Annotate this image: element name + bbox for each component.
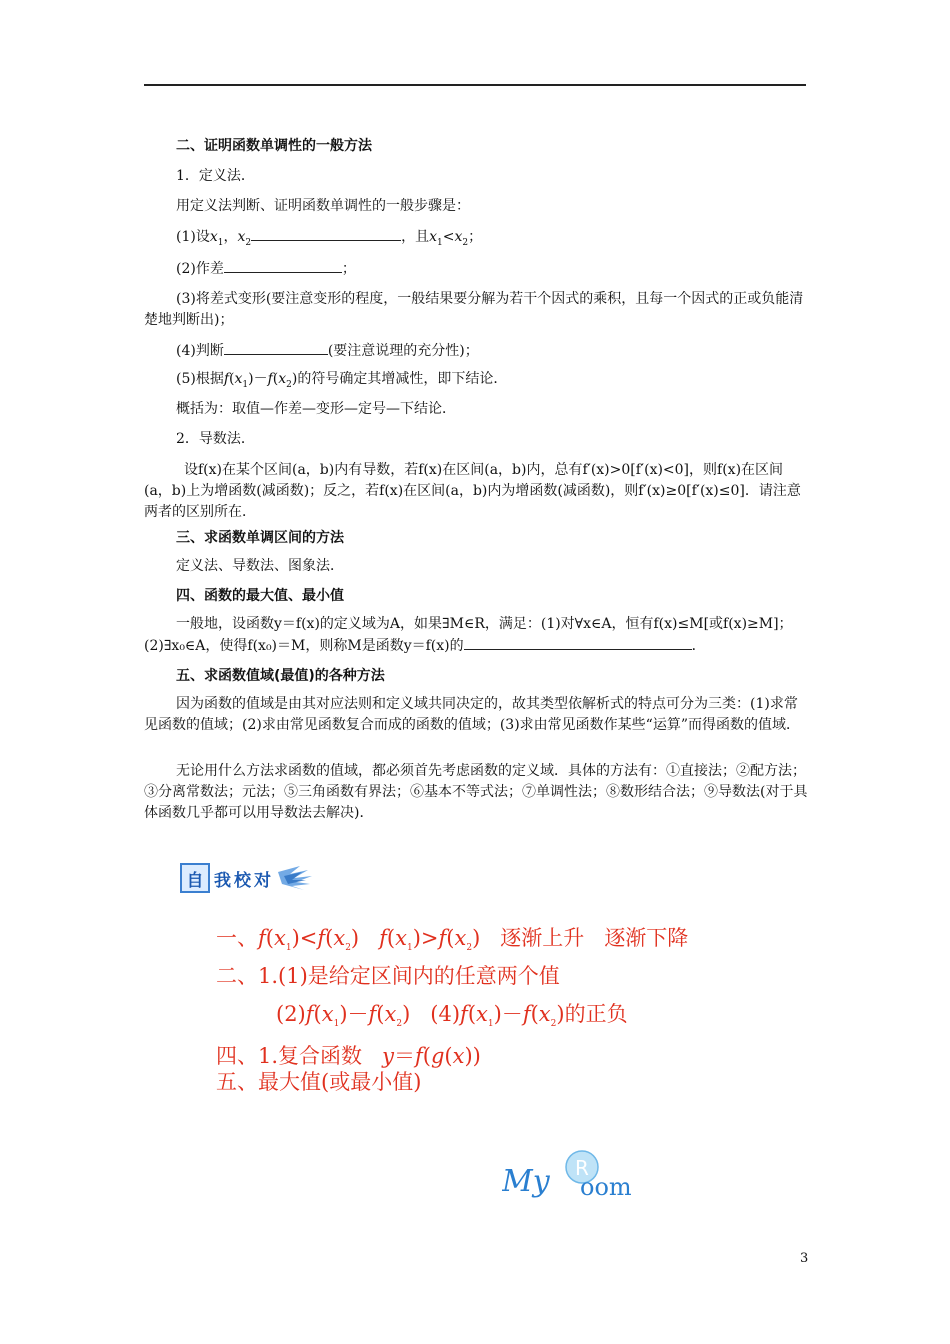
step-1-label: (1)设 (176, 229, 210, 245)
item-derivative-method: 2．导数法． (176, 431, 255, 447)
answer-1-fall: 逐渐下降 (604, 926, 689, 950)
section-3-heading: 三、求函数单调区间的方法 (176, 530, 344, 546)
step-2-end: ； (341, 261, 356, 277)
step-5-post: 的符号确定其增减性，即下结论． (297, 371, 508, 387)
section-4-body: 一般地，设函数y＝f(x)的定义域为A，如果∃M∈R，满足：(1)对∀x∈A，恒有f(x)≤M[或f(x)≥M]；(2)∃x₀∈A，使得f(x₀)＝M，则称M是函数y＝f(x)的 (144, 616, 793, 654)
self-check-label: 我校对 (214, 870, 274, 891)
blank-max-value (464, 635, 692, 650)
summary: 概括为：取值—作差—变形—定号—下结论． (176, 401, 456, 417)
steps-intro: 用定义法判断、证明函数单调性的一般步骤是： (176, 198, 470, 214)
derivative-paragraph: 设f(x)在某个区间(a，b)内有导数，若f(x)在区间(a，b)内，总有f′(x)>0[f′(x)<0]，则f(x)在区间(a，b)上为增函数(减函数)；反之，若f(x)在区间(a，b)内为增函数(减函数)，则f′(x)≥0[f′(x)≤0]．请注意两者的区别所在． (144, 462, 801, 520)
item-definition-method: 1．定义法． (176, 168, 255, 184)
logo-text-oom: oom (580, 1173, 632, 1201)
self-check-banner (180, 860, 316, 896)
answer-2: 二、1.(1)是给定区间内的任意两个值 (216, 964, 560, 988)
answer-1-rise: 逐渐上升 (500, 926, 585, 950)
answer-1-prefix: 一、 (216, 926, 258, 950)
step-4 (176, 340, 479, 361)
step-4-tail: (要注意说理的充分性)； (327, 343, 479, 359)
blank-4 (224, 340, 328, 355)
answer-3-tail: 的正负 (564, 1002, 628, 1026)
step-4-label: (4)判断 (176, 343, 224, 359)
answer-4: 四、1.复合函数 y＝f(g(x)) (216, 1044, 481, 1068)
top-rule (144, 84, 806, 86)
answer-4-prefix: 四、1.复合函数 (216, 1044, 363, 1068)
step-5: (5)根据$f(x_1)-f(x_2)$的符号确定其增减性，即下结论． (176, 371, 508, 390)
section-4-text (144, 614, 808, 657)
step-3: (3)将差式变形(要注意变形的程度，一般结果要分解为若干个因式的乘积，且每一个因式的正或负能清楚地判断出)； (144, 291, 804, 328)
answer-3-mid: (4) (430, 1002, 461, 1026)
answer-3: $(2)f(x_1)-f(x_2)$ $(4)f(x_1)-f(x_2)$的正负 (276, 1002, 628, 1030)
section-5-heading: 五、求函数值域(最值)的各种方法 (176, 668, 385, 684)
splash-icon (276, 862, 316, 894)
blank-1 (251, 226, 401, 241)
section-5-para-1: 因为函数的值域是由其对应法则和定义域共同决定的，故其类型依解析式的特点可分为三类：(1)求常见函数的值域；(2)求由常见函数复合而成的函数的值域；(3)求由常见函数作某些“运算”而得函数的值域． (144, 696, 800, 733)
page-number: 3 (800, 1251, 809, 1266)
step-1-and: ，且 (401, 229, 430, 245)
step-2-label: (2)作差 (176, 261, 224, 277)
blank-2 (224, 258, 342, 273)
self-check-box: 自 (180, 863, 210, 893)
step-1: (1)设$x_1$，$x_2$ ，且$x_1<x_2$； (176, 226, 482, 247)
step-5-pre: (5)根据 (176, 371, 224, 387)
section-4-end: ． (691, 638, 706, 654)
answer-5: 五、最大值(或最小值) (216, 1070, 422, 1094)
section-3-text: 定义法、导数法、图象法． (176, 558, 344, 574)
section-5-para-2: 无论用什么方法求函数的值域，都必须首先考虑函数的定义域．具体的方法有：①直接法；②配方法；③分离常数法；元法；⑤三角函数有界法；⑥基本不等式法；⑦单调性法；⑧数形结合法；⑨导数法(对于具体函数几乎都可以用导数法去解决)． (144, 763, 808, 821)
section-4-heading: 四、函数的最大值、最小值 (176, 588, 344, 604)
step-2 (176, 258, 356, 279)
logo-text-my: My (502, 1164, 550, 1199)
answer-1: 一、$f(x_1)<f(x_2)$ $f(x_1)>f(x_2)$ 逐渐上升 逐渐下降 (216, 926, 689, 954)
section-2-heading: 二、证明函数单调性的一般方法 (176, 138, 372, 154)
myroom-logo (502, 1145, 652, 1205)
logo-circle-letter: R (575, 1156, 589, 1180)
